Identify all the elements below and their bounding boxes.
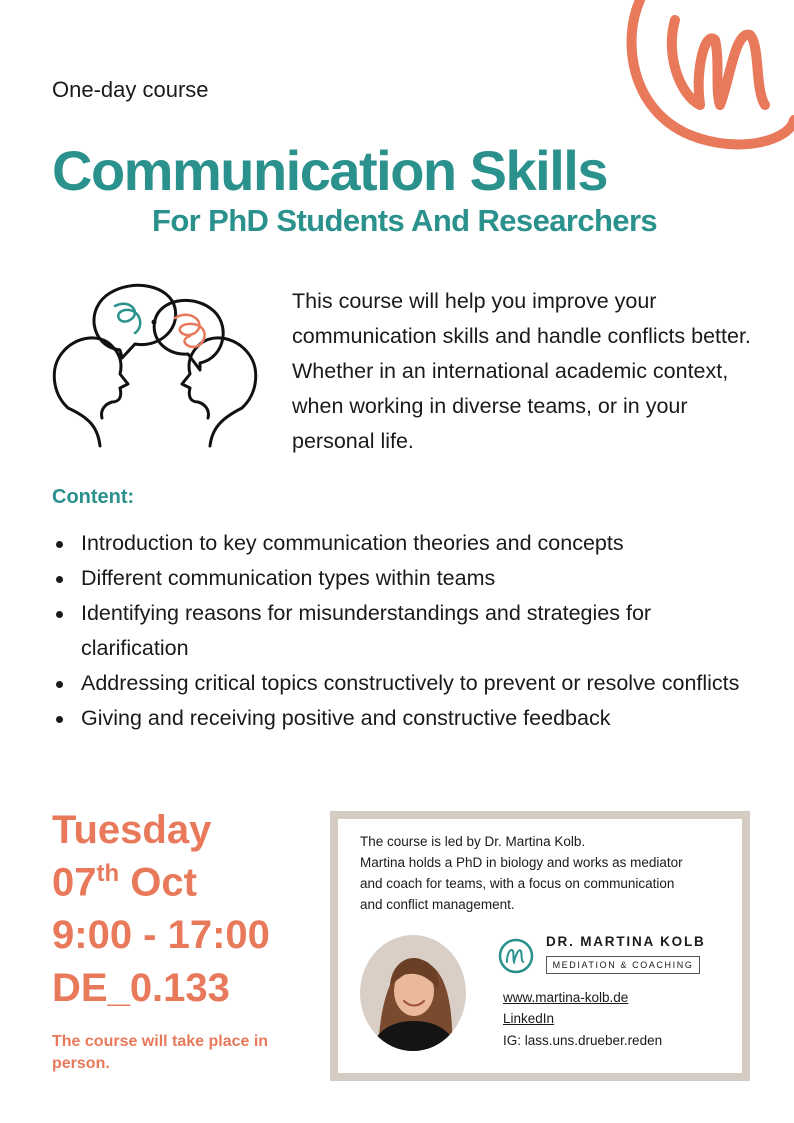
- heads-speech-bubbles-icon: [50, 278, 265, 448]
- bio-line: Martina holds a PhD in biology and works as mediator: [360, 855, 683, 870]
- event-time: 9:00 - 17:00: [52, 913, 270, 957]
- event-date-suffix: th: [96, 860, 120, 887]
- event-date: [52, 860, 197, 905]
- page-subtitle: For PhD Students And Researchers: [152, 203, 658, 238]
- website-link[interactable]: www.martina-kolb.de: [503, 990, 629, 1005]
- list-item: Giving and receiving positive and constructive feedback: [52, 701, 752, 736]
- course-format-label: One-day course: [52, 77, 209, 102]
- brand-name: DR. MARTINA KOLB: [546, 934, 706, 949]
- event-room: DE_0.133: [52, 966, 230, 1010]
- brand-tagline: MEDIATION & COACHING: [546, 956, 700, 974]
- linkedin-link[interactable]: LinkedIn: [503, 1011, 555, 1026]
- intro-paragraph: This course will help you improve your communication skills and handle conflicts better. Whether in an international academic context, when working in diverse teams, or in your personal life.: [292, 289, 751, 453]
- bio-line: and conflict management.: [360, 897, 515, 912]
- list-item: Addressing critical topics constructively to prevent or resolve conflicts: [52, 666, 752, 701]
- brand-logo-small-icon: [498, 938, 534, 974]
- event-date-month: Oct: [130, 860, 197, 905]
- content-list: [52, 526, 752, 736]
- instructor-bio: [360, 831, 740, 915]
- list-item: Different communication types within teams: [52, 561, 752, 596]
- bio-line: and coach for teams, with a focus on communication: [360, 876, 675, 891]
- list-item: Introduction to key communication theories and concepts: [52, 526, 752, 561]
- brand-logo-icon: [620, 0, 794, 165]
- page-title: Communication Skills: [52, 139, 607, 202]
- bio-line: The course is led by Dr. Martina Kolb.: [360, 834, 586, 849]
- event-date-number: 07: [52, 860, 97, 905]
- instagram-handle: IG: lass.uns.drueber.reden: [503, 1033, 663, 1048]
- list-item: Identifying reasons for misunderstandings and strategies for clarification: [52, 596, 752, 666]
- content-heading: Content:: [52, 486, 135, 508]
- instructor-portrait: [360, 935, 466, 1051]
- attendance-note: The course will take place in person.: [52, 1033, 269, 1072]
- event-day: Tuesday: [52, 808, 212, 852]
